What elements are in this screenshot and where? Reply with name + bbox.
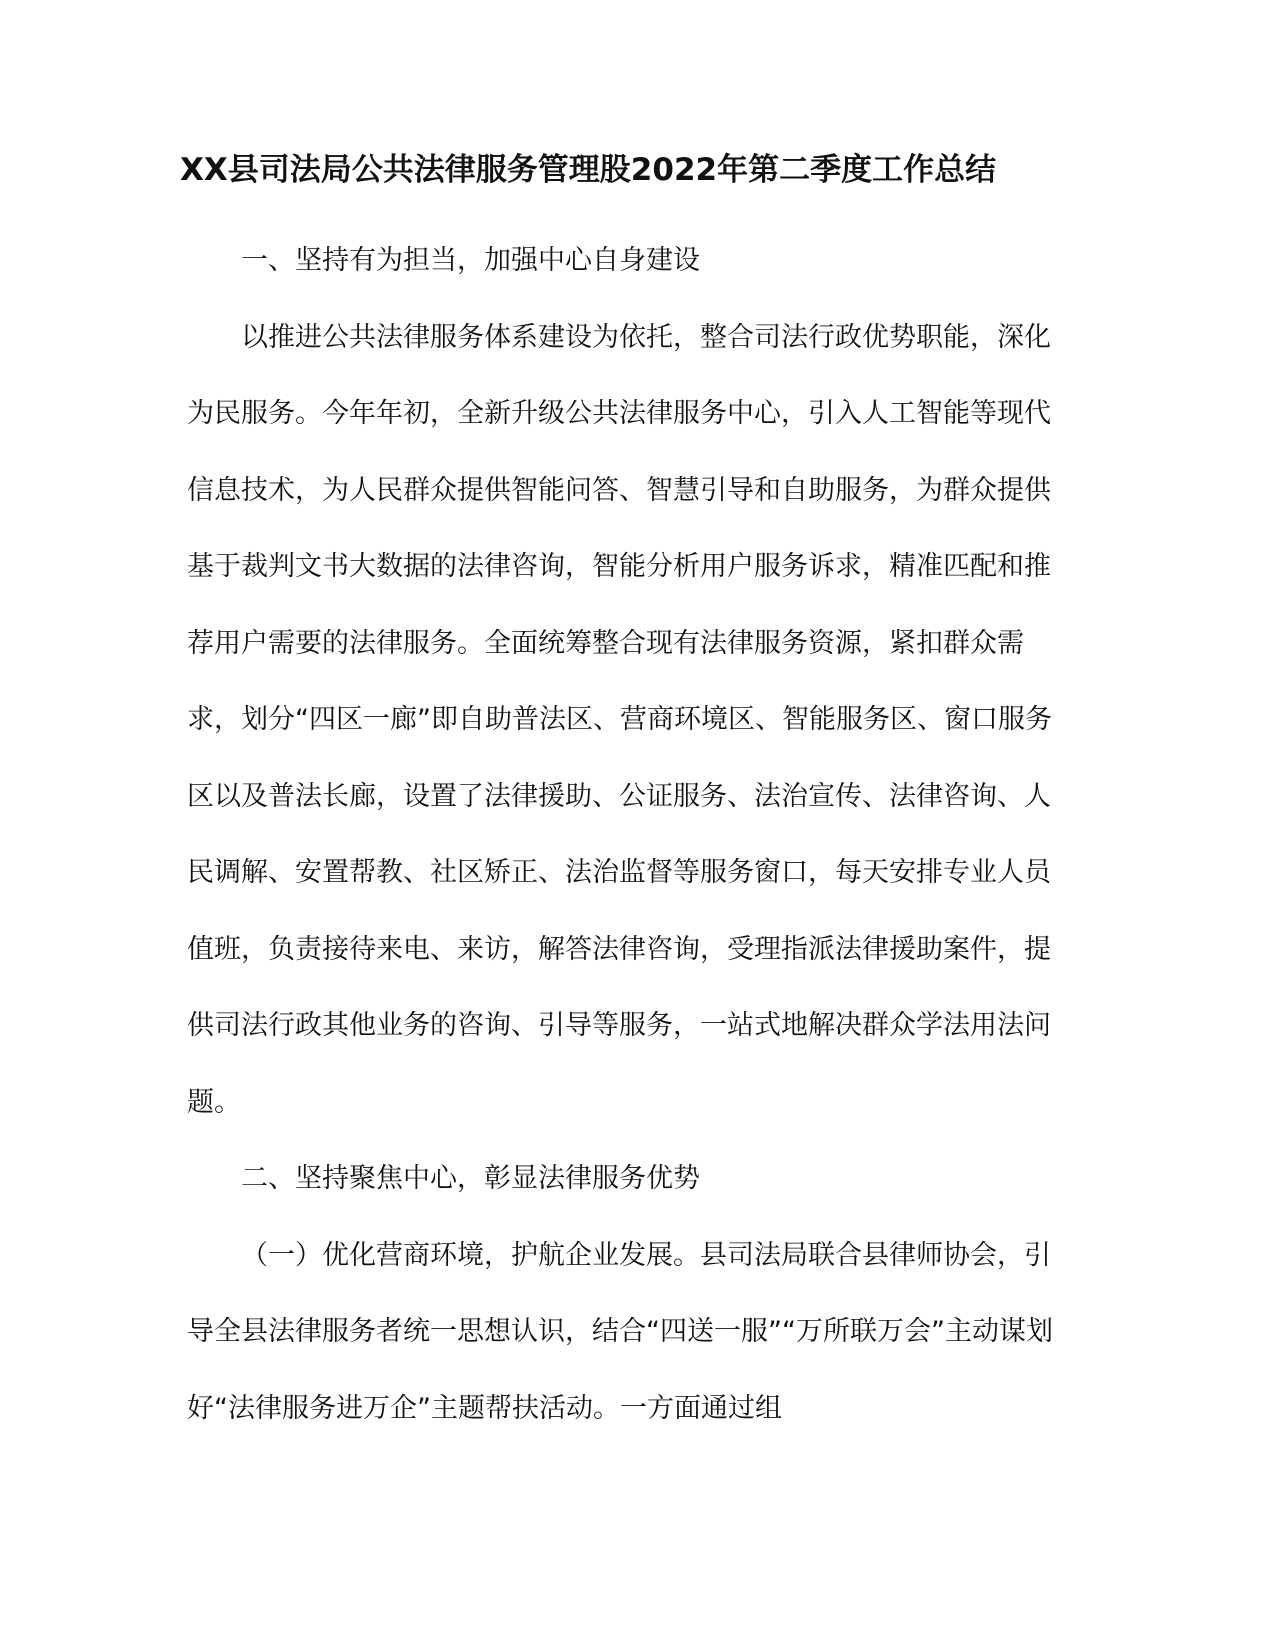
document-body (187, 223, 1057, 1447)
body-paragraph-2: （一）优化营商环境，护航企业发展。县司法局联合县律师协会，引导全县法律服务者统一思想认识，结合“四送一服”“万所联万会”主动谋划好“法律服务进万企”主题帮扶活动。一方面通过组 (187, 1239, 1053, 1424)
section-heading-1: 一、坚持有为担当，加强中心自身建设 (241, 245, 700, 276)
section-heading-2: 二、坚持聚焦中心，彰显法律服务优势 (241, 1163, 700, 1194)
document-title: XX县司法局公共法律服务管理股2022年第二季度工作总结 (180, 152, 997, 188)
body-paragraph-1: 以推进公共法律服务体系建设为依托，整合司法行政优势职能，深化为民服务。今年年初，全新升级公共法律服务中心，引入人工智能等现代信息技术，为人民群众提供智能问答、智慧引导和自助服务，为群众提供基于裁判文书大数据的法律咨询，智能分析用户服务诉求，精准匹配和推荐用户需要的法律服务。全面统筹整合现有法律服务资源，紧扣群众需求，划分“四区一廊”即自助普法区、营商环境区、智能服务区、窗口服务区以及普法长廊，设置了法律援助、公证服务、法治宣传、法律咨询、人民调解、安置帮教、社区矫正、法治监督等服务窗口，每天安排专业人员值班，负责接待来电、来访，解答法律咨询，受理指派法律援助案件，提供司法行政其他业务的咨询、引导等服务，一站式地解决群众学法用法问题。 (187, 321, 1052, 1118)
